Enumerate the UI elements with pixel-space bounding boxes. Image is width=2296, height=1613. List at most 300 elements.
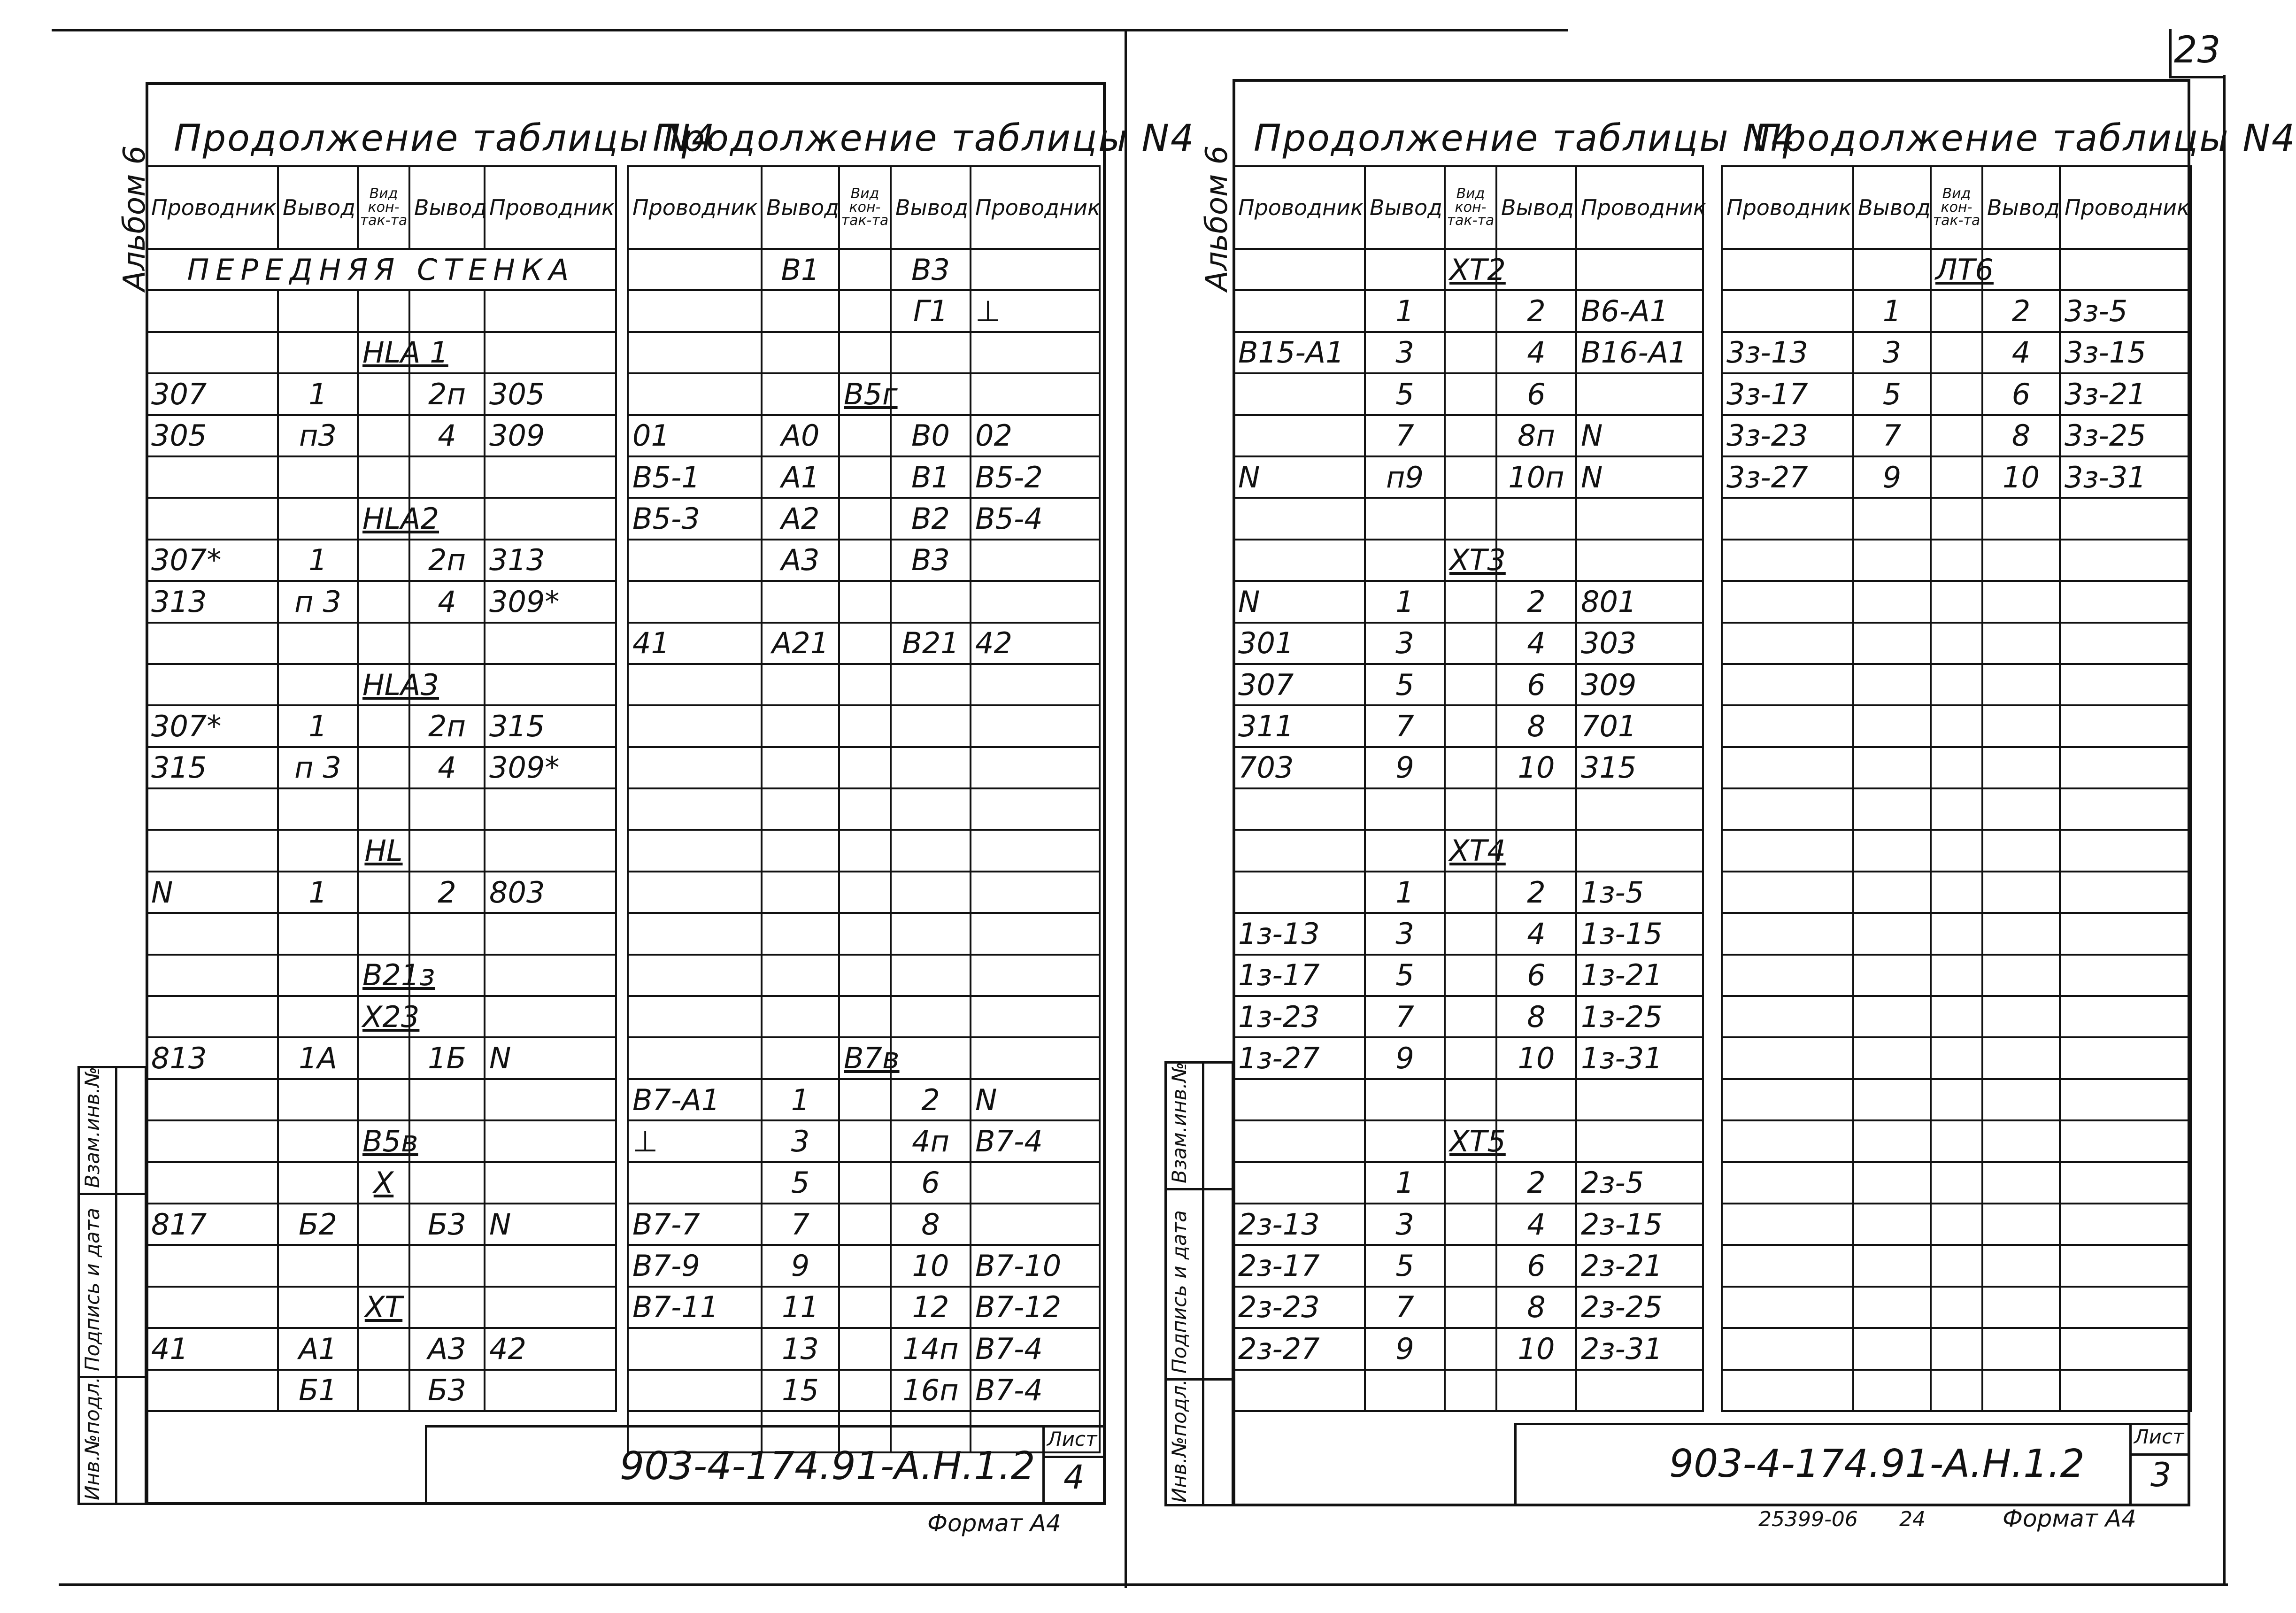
cell-conductor bbox=[628, 332, 762, 373]
cell-pin-out bbox=[1982, 1328, 2060, 1369]
cell-pin: 1 bbox=[278, 872, 358, 913]
table-row bbox=[146, 788, 616, 830]
cell-pin bbox=[1853, 1370, 1931, 1411]
cell-contact-type bbox=[1931, 955, 1982, 996]
left-stamp-sheet-number: 4 bbox=[1063, 1458, 1085, 1497]
cell-contact-type bbox=[1931, 830, 1982, 871]
cell-conductor-out bbox=[2060, 249, 2191, 290]
table-row bbox=[1233, 1037, 1703, 1079]
cell-conductor-out bbox=[485, 1120, 616, 1162]
cell-conductor-out bbox=[2060, 913, 2191, 954]
cell-pin-out bbox=[1496, 540, 1576, 581]
table-row bbox=[1722, 290, 2191, 332]
cell-pin-out: 4 bbox=[1496, 623, 1576, 664]
cell-conductor-out: 2з-5 bbox=[1576, 1162, 1703, 1204]
right-side-label-vzam: Взам.инв.№ bbox=[1168, 1062, 1191, 1183]
cell-conductor bbox=[1722, 872, 1853, 913]
cell-pin-out bbox=[1982, 1079, 2060, 1120]
right-side-strip-divider bbox=[1202, 1061, 1204, 1506]
cell-contact-type bbox=[1445, 913, 1496, 954]
cell-conductor-out bbox=[971, 540, 1100, 581]
cell-pin bbox=[1853, 623, 1931, 664]
cell-pin bbox=[1853, 498, 1931, 539]
cell-pin bbox=[278, 664, 358, 705]
cell-pin: 1 bbox=[278, 373, 358, 415]
cell-contact-type bbox=[839, 581, 891, 622]
table-row bbox=[1722, 1079, 2191, 1120]
cell-conductor bbox=[146, 1287, 278, 1328]
cell-pin bbox=[1365, 498, 1445, 539]
cell-conductor-out bbox=[1576, 1120, 1703, 1162]
cell-pin bbox=[1853, 872, 1931, 913]
cell-pin-out: 10п bbox=[1496, 456, 1576, 498]
cell-conductor-out bbox=[2060, 498, 2191, 539]
cell-pin-out bbox=[1982, 1204, 2060, 1245]
cell-conductor bbox=[146, 913, 278, 954]
table-row bbox=[628, 830, 1100, 871]
cell-pin-out: Г1 bbox=[891, 290, 971, 332]
cell-pin-out: 2 bbox=[1496, 581, 1576, 622]
table-row bbox=[1233, 747, 1703, 788]
cell-contact-type bbox=[1931, 581, 1982, 622]
cell-conductor-out bbox=[485, 1162, 616, 1204]
cell-conductor-out bbox=[485, 332, 616, 373]
cell-pin bbox=[1853, 955, 1931, 996]
cell-pin bbox=[762, 872, 839, 913]
header-pin-out: Вывод bbox=[891, 166, 971, 249]
cell-pin bbox=[278, 1245, 358, 1286]
table-row bbox=[146, 1079, 616, 1120]
cell-conductor-out: В5-4 bbox=[971, 498, 1100, 539]
cell-pin-out bbox=[409, 788, 485, 830]
table-row bbox=[1233, 1328, 1703, 1369]
cell-pin bbox=[278, 1079, 358, 1120]
cell-contact-type bbox=[1445, 1037, 1496, 1079]
table-row bbox=[1233, 1120, 1703, 1162]
cell-contact-type bbox=[1931, 913, 1982, 954]
cell-pin-out: 6 bbox=[1496, 664, 1576, 705]
cell-conductor-out: 315 bbox=[485, 705, 616, 747]
cell-pin-out: 6 bbox=[1496, 955, 1576, 996]
cell-pin-out: 4 bbox=[1982, 332, 2060, 373]
cell-conductor bbox=[1233, 1079, 1365, 1120]
cell-conductor-out: В7-12 bbox=[971, 1287, 1100, 1328]
cell-pin: А2 bbox=[762, 498, 839, 539]
cell-contact-type bbox=[1445, 623, 1496, 664]
cell-pin-out: 6 bbox=[1496, 1245, 1576, 1286]
cell-conductor-out bbox=[2060, 1287, 2191, 1328]
cell-pin: Б1 bbox=[278, 1370, 358, 1411]
cell-conductor bbox=[628, 664, 762, 705]
cell-pin: 5 bbox=[1365, 373, 1445, 415]
cell-conductor bbox=[1233, 1162, 1365, 1204]
cell-pin bbox=[762, 373, 839, 415]
table-row bbox=[628, 955, 1100, 996]
cell-contact-type bbox=[1445, 1204, 1496, 1245]
cell-conductor-out bbox=[1576, 1370, 1703, 1411]
cell-conductor: 2з-27 bbox=[1233, 1328, 1365, 1369]
cell-conductor-out: 3з-31 bbox=[2060, 456, 2191, 498]
cell-conductor-out: В7-4 bbox=[971, 1328, 1100, 1369]
cell-conductor-out bbox=[2060, 1328, 2191, 1369]
cell-pin-out bbox=[1982, 664, 2060, 705]
left-format: Формат А4 bbox=[927, 1510, 1061, 1537]
table-row bbox=[1233, 540, 1703, 581]
table-row bbox=[146, 1245, 616, 1286]
cell-conductor-out: ⊥ bbox=[971, 290, 1100, 332]
cell-conductor-out bbox=[1576, 373, 1703, 415]
right-stamp-sheet-label: Лист bbox=[2134, 1425, 2184, 1448]
table-row bbox=[1233, 623, 1703, 664]
cell-pin-out bbox=[1496, 1120, 1576, 1162]
cell-conductor: 703 bbox=[1233, 747, 1365, 788]
cell-conductor-out: 42 bbox=[485, 1328, 616, 1369]
cell-conductor-out: 803 bbox=[485, 872, 616, 913]
cell-conductor-out bbox=[485, 1370, 616, 1411]
table-row bbox=[628, 373, 1100, 415]
table-row bbox=[628, 249, 1100, 290]
cell-pin-out bbox=[409, 996, 485, 1037]
cell-pin bbox=[1853, 1162, 1931, 1204]
table-row bbox=[146, 664, 616, 705]
cell-pin-out bbox=[1496, 1370, 1576, 1411]
cell-contact-type: Х bbox=[358, 1162, 409, 1204]
cell-contact-type bbox=[1445, 996, 1496, 1037]
cell-pin-out: 2п bbox=[409, 540, 485, 581]
table-row bbox=[146, 623, 616, 664]
cell-pin: 7 bbox=[1365, 996, 1445, 1037]
cell-conductor-out bbox=[2060, 581, 2191, 622]
table-row bbox=[146, 1287, 616, 1328]
cell-contact-type bbox=[1445, 290, 1496, 332]
header-conductor: Проводник bbox=[146, 166, 278, 249]
cell-contact-type bbox=[1931, 1204, 1982, 1245]
cell-conductor bbox=[628, 249, 762, 290]
cell-conductor-out: 309 bbox=[485, 415, 616, 456]
cell-pin-out: 4 bbox=[1496, 913, 1576, 954]
cell-pin-out: 2 bbox=[1496, 872, 1576, 913]
table-row bbox=[146, 290, 616, 332]
cell-conductor bbox=[628, 540, 762, 581]
cell-conductor-out bbox=[1576, 1079, 1703, 1120]
cell-conductor-out bbox=[971, 249, 1100, 290]
cell-pin-out: 2 bbox=[1982, 290, 2060, 332]
header-conductor-out: Проводник bbox=[485, 166, 616, 249]
cell-conductor: 311 bbox=[1233, 705, 1365, 747]
cell-contact-type bbox=[358, 456, 409, 498]
cell-pin-out bbox=[1982, 996, 2060, 1037]
cell-pin bbox=[1853, 1204, 1931, 1245]
cell-conductor: 817 bbox=[146, 1204, 278, 1245]
cell-pin bbox=[278, 456, 358, 498]
cell-pin bbox=[278, 996, 358, 1037]
cell-contact-type bbox=[1445, 664, 1496, 705]
cell-pin: 3 bbox=[1365, 1204, 1445, 1245]
table-row bbox=[1233, 1370, 1703, 1411]
cell-conductor bbox=[1722, 955, 1853, 996]
cell-contact-type: HLA2 bbox=[358, 498, 409, 539]
cell-contact-type bbox=[1931, 1245, 1982, 1286]
cell-conductor bbox=[1233, 415, 1365, 456]
cell-contact-type bbox=[1445, 373, 1496, 415]
cell-conductor-out: 02 bbox=[971, 415, 1100, 456]
cell-contact-type bbox=[1931, 373, 1982, 415]
cell-conductor-out bbox=[971, 1037, 1100, 1079]
table-row bbox=[628, 788, 1100, 830]
cell-conductor bbox=[1722, 1245, 1853, 1286]
cell-pin: 9 bbox=[1853, 456, 1931, 498]
cell-conductor-out bbox=[1576, 540, 1703, 581]
cell-pin bbox=[762, 996, 839, 1037]
cell-pin-out bbox=[891, 996, 971, 1037]
cell-contact-type bbox=[839, 1079, 891, 1120]
cell-conductor-out bbox=[485, 830, 616, 871]
cell-pin bbox=[278, 332, 358, 373]
cell-pin: 3 bbox=[1365, 623, 1445, 664]
cell-pin-out bbox=[891, 955, 971, 996]
left-table2-title: Продолжение таблицы N4 bbox=[653, 117, 1195, 160]
left-side-label-vzam: Взам.инв.№ bbox=[81, 1066, 104, 1188]
cell-contact-type: Х23 bbox=[358, 996, 409, 1037]
cell-conductor bbox=[146, 1370, 278, 1411]
cell-contact-type bbox=[1931, 498, 1982, 539]
cell-pin-out bbox=[409, 1162, 485, 1204]
header-conductor-out: Проводник bbox=[2060, 166, 2191, 249]
cell-conductor bbox=[146, 290, 278, 332]
cell-pin-out bbox=[891, 373, 971, 415]
cell-conductor bbox=[1722, 581, 1853, 622]
table-row bbox=[1722, 1370, 2191, 1411]
table-row bbox=[1233, 498, 1703, 539]
cell-conductor-out: 303 bbox=[1576, 623, 1703, 664]
cell-contact-type bbox=[358, 415, 409, 456]
table-row bbox=[628, 332, 1100, 373]
table-row bbox=[146, 1162, 616, 1204]
cell-pin bbox=[1853, 1079, 1931, 1120]
table-row bbox=[1722, 1162, 2191, 1204]
cell-conductor-out: 2з-15 bbox=[1576, 1204, 1703, 1245]
table-row bbox=[1722, 705, 2191, 747]
cell-conductor: 3з-13 bbox=[1722, 332, 1853, 373]
table-row bbox=[1722, 913, 2191, 954]
cell-contact-type bbox=[1445, 415, 1496, 456]
table-row bbox=[1233, 1162, 1703, 1204]
cell-conductor bbox=[146, 955, 278, 996]
cell-conductor: 1з-13 bbox=[1233, 913, 1365, 954]
header-conductor-out: Проводник bbox=[971, 166, 1100, 249]
cell-pin-out bbox=[1982, 581, 2060, 622]
header-pin-out: Вывод bbox=[409, 166, 485, 249]
table-row bbox=[1233, 1287, 1703, 1328]
table-row bbox=[146, 830, 616, 871]
table-row bbox=[146, 1037, 616, 1079]
cell-contact-type bbox=[1931, 1120, 1982, 1162]
cell-pin-out bbox=[1982, 498, 2060, 539]
table-row bbox=[146, 415, 616, 456]
table-row bbox=[146, 955, 616, 996]
table-row bbox=[1233, 290, 1703, 332]
cell-contact-type bbox=[1445, 747, 1496, 788]
table-row bbox=[146, 332, 616, 373]
cell-contact-type bbox=[1445, 1162, 1496, 1204]
cell-pin: 1 bbox=[1365, 872, 1445, 913]
cell-conductor-out bbox=[2060, 1204, 2191, 1245]
left-side-strip-divider bbox=[115, 1066, 117, 1505]
cell-contact-type: В5в bbox=[358, 1120, 409, 1162]
cell-conductor: N bbox=[146, 872, 278, 913]
table-row bbox=[1722, 623, 2191, 664]
cell-pin: п 3 bbox=[278, 581, 358, 622]
cell-pin bbox=[1853, 540, 1931, 581]
cell-contact-type bbox=[839, 1162, 891, 1204]
cell-contact-type bbox=[1931, 456, 1982, 498]
cell-contact-type: ХТ4 bbox=[1445, 830, 1496, 871]
cell-conductor bbox=[1722, 540, 1853, 581]
cell-conductor bbox=[146, 1245, 278, 1286]
cell-contact-type: В7в bbox=[839, 1037, 891, 1079]
cell-pin bbox=[1853, 1245, 1931, 1286]
cell-contact-type bbox=[839, 1287, 891, 1328]
cell-pin: В1 bbox=[762, 249, 839, 290]
cell-pin-out bbox=[891, 332, 971, 373]
cell-pin bbox=[1365, 540, 1445, 581]
cell-conductor bbox=[1722, 1287, 1853, 1328]
cell-conductor-out bbox=[1576, 249, 1703, 290]
cell-pin-out bbox=[891, 747, 971, 788]
table-row bbox=[1722, 332, 2191, 373]
cell-conductor-out: 1з-15 bbox=[1576, 913, 1703, 954]
cell-conductor: 2з-17 bbox=[1233, 1245, 1365, 1286]
cell-contact-type bbox=[839, 249, 891, 290]
cell-contact-type bbox=[1445, 955, 1496, 996]
cell-conductor-out bbox=[2060, 705, 2191, 747]
cell-conductor-out: В7-4 bbox=[971, 1120, 1100, 1162]
cell-pin bbox=[278, 955, 358, 996]
cell-contact-type bbox=[1445, 1370, 1496, 1411]
cell-contact-type bbox=[358, 747, 409, 788]
cell-conductor-out bbox=[971, 872, 1100, 913]
cell-contact-type bbox=[839, 996, 891, 1037]
cell-pin bbox=[762, 332, 839, 373]
right-edge-rule bbox=[2223, 75, 2226, 1585]
left-stamp-sheet-label: Лист bbox=[1047, 1428, 1097, 1451]
cell-pin-out bbox=[1982, 788, 2060, 830]
page-number: 23 bbox=[2174, 29, 2221, 71]
cell-conductor-out: 309* bbox=[485, 581, 616, 622]
table-row bbox=[1722, 664, 2191, 705]
right-table-1 bbox=[1233, 165, 1704, 1412]
cell-contact-type: HLA 1 bbox=[358, 332, 409, 373]
header-contact-type: Вид кон-так-та bbox=[358, 166, 409, 249]
cell-conductor bbox=[1722, 1120, 1853, 1162]
cell-conductor bbox=[146, 996, 278, 1037]
cell-conductor-out bbox=[2060, 664, 2191, 705]
cell-conductor bbox=[146, 1079, 278, 1120]
cell-pin-out bbox=[409, 623, 485, 664]
cell-conductor bbox=[1722, 664, 1853, 705]
table-row bbox=[1233, 415, 1703, 456]
cell-conductor bbox=[1233, 249, 1365, 290]
cell-conductor-out: 305 bbox=[485, 373, 616, 415]
center-divider bbox=[1125, 29, 1127, 1588]
cell-contact-type bbox=[839, 747, 891, 788]
table-row bbox=[1722, 1328, 2191, 1369]
cell-pin-out bbox=[1982, 1162, 2060, 1204]
cell-contact-type bbox=[358, 1370, 409, 1411]
cell-pin: 3 bbox=[762, 1120, 839, 1162]
cell-pin: 1 bbox=[762, 1079, 839, 1120]
cell-contact-type bbox=[839, 1328, 891, 1369]
right-stamp-extra2: 24 bbox=[1899, 1507, 1926, 1531]
cell-conductor: 1з-17 bbox=[1233, 955, 1365, 996]
cell-contact-type bbox=[839, 664, 891, 705]
cell-pin: 9 bbox=[1365, 1037, 1445, 1079]
table-row bbox=[1722, 1037, 2191, 1079]
table-row bbox=[146, 1328, 616, 1369]
cell-conductor-out: 1з-25 bbox=[1576, 996, 1703, 1037]
cell-contact-type bbox=[839, 332, 891, 373]
table-row bbox=[1233, 664, 1703, 705]
cell-conductor: N bbox=[1233, 456, 1365, 498]
cell-conductor: 01 bbox=[628, 415, 762, 456]
cell-pin-out bbox=[1982, 913, 2060, 954]
cell-pin-out: 8 bbox=[891, 1204, 971, 1245]
cell-pin-out bbox=[891, 705, 971, 747]
right-format: Формат А4 bbox=[2003, 1505, 2136, 1532]
cell-pin-out bbox=[891, 1037, 971, 1079]
table-row bbox=[1233, 872, 1703, 913]
cell-conductor bbox=[628, 373, 762, 415]
table-row bbox=[628, 996, 1100, 1037]
cell-pin-out: 8 bbox=[1496, 996, 1576, 1037]
cell-conductor-out: 3з-21 bbox=[2060, 373, 2191, 415]
table-row bbox=[628, 1287, 1100, 1328]
cell-pin: 1 bbox=[1853, 290, 1931, 332]
cell-pin-out: 8 bbox=[1496, 1287, 1576, 1328]
right-side-label-inv: Инв.№подл. bbox=[1168, 1379, 1191, 1503]
cell-contact-type bbox=[839, 456, 891, 498]
cell-pin-out: 16п bbox=[891, 1370, 971, 1411]
cell-contact-type bbox=[1445, 705, 1496, 747]
cell-conductor: 1з-23 bbox=[1233, 996, 1365, 1037]
cell-pin-out: 2 bbox=[409, 872, 485, 913]
cell-pin-out: Б3 bbox=[409, 1204, 485, 1245]
table-row bbox=[1722, 415, 2191, 456]
cell-conductor-out bbox=[485, 996, 616, 1037]
cell-contact-type bbox=[358, 788, 409, 830]
cell-contact-type bbox=[1931, 1162, 1982, 1204]
cell-conductor bbox=[628, 872, 762, 913]
cell-conductor bbox=[1722, 705, 1853, 747]
cell-pin: п3 bbox=[278, 415, 358, 456]
cell-pin: 9 bbox=[762, 1245, 839, 1286]
cell-conductor-out bbox=[971, 913, 1100, 954]
cell-conductor-out bbox=[1576, 498, 1703, 539]
table-row bbox=[1722, 581, 2191, 622]
left-table-2 bbox=[627, 165, 1101, 1453]
cell-contact-type bbox=[1931, 623, 1982, 664]
cell-pin bbox=[762, 705, 839, 747]
cell-pin-out bbox=[409, 1120, 485, 1162]
cell-pin-out bbox=[891, 581, 971, 622]
cell-pin: 7 bbox=[1365, 1287, 1445, 1328]
cell-conductor bbox=[1233, 540, 1365, 581]
table-row bbox=[1233, 1079, 1703, 1120]
table-row bbox=[628, 1120, 1100, 1162]
cell-pin-out bbox=[409, 456, 485, 498]
cell-pin: 1 bbox=[278, 540, 358, 581]
cell-pin-out bbox=[409, 1245, 485, 1286]
